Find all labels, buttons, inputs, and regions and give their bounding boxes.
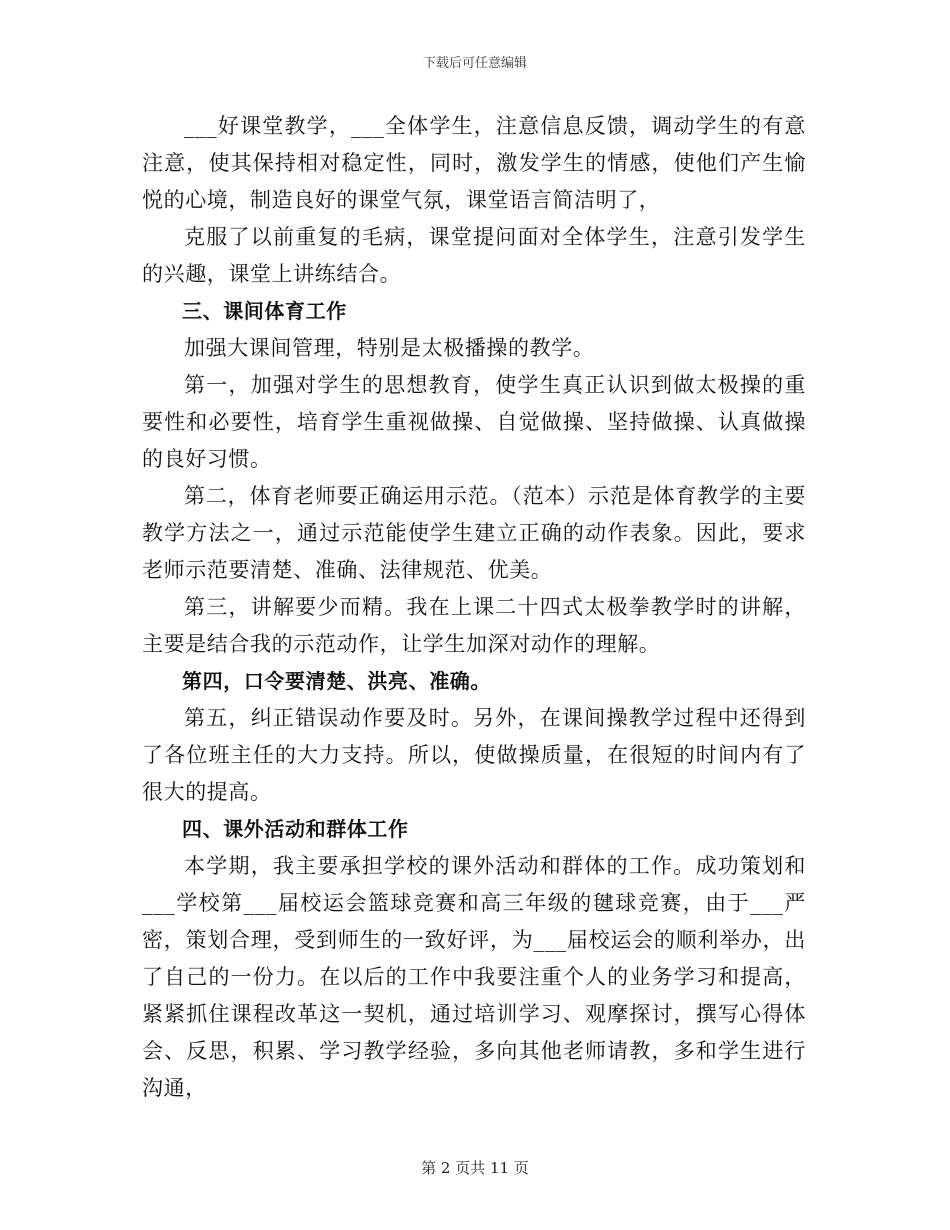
paragraph-point-four: 第四，口令要清楚、洪亮、准确。 xyxy=(182,669,491,693)
page-header: 下载后可任意编辑 xyxy=(422,56,527,71)
paragraph-extracurricular-work: 本学期，我主要承担学校的课外活动和群体的工作。成功策划和___学校第___届校运会篮球竞赛和高三年级的毽球竞赛，由于___严密，策划合理，受到师生的一致好评，为___届校运会的顺利举办，出了自己的一份力。在以后的工作中我要注重个人的业务学习和提高，紧紧抓住课程改革这一契机，通过培训学习、观摩探讨，撰写心得体会、反思，积累、学习教学经验，多向其他老师请教，多和学生进行沟通， xyxy=(142,854,806,1100)
paragraph-point-two: 第二，体育老师要正确运用示范。（范本）示范是体育教学的主要教学方法之一，通过示范能使学生建立正确的动作表象。因此，要求老师示范要清楚、准确、法律规范、优美。 xyxy=(142,484,806,582)
paragraph-recess-management: 加强大课间管理，特别是太极播操的教学。 xyxy=(184,336,595,360)
paragraph-point-three: 第三，讲解要少而精。我在上课二十四式太极拳教学时的讲解，主要是结合我的示范动作，让学生加深对动作的理解。 xyxy=(142,595,806,656)
paragraph-point-one: 第一，加强对学生的思想教育，使学生真正认识到做太极操的重要性和必要性，培育学生重视做操、自觉做操、坚持做操、认真做操的良好习惯。 xyxy=(142,373,806,471)
paragraph-overcome-habits: 克服了以前重复的毛病，课堂提问面对全体学生，注意引发学生的兴趣，课堂上讲练结合。 xyxy=(142,225,806,286)
paragraph-point-five: 第五，纠正错误动作要及时。另外，在课间操教学过程中还得到了各位班主任的大力支持。所以，使做操质量，在很短的时间内有了很大的提高。 xyxy=(142,706,806,804)
paragraph-classroom-teaching: ___好课堂教学，___全体学生，注意信息反馈，调动学生的有意注意，使其保持相对稳定性，同时，激发学生的情感，使他们产生愉悦的心境，制造良好的课堂气氛，课堂语言简洁明了， xyxy=(142,114,806,212)
page-footer: 第 2 页共 11 页 xyxy=(421,1159,529,1177)
section-heading-extracurricular: 四、课外活动和群体工作 xyxy=(182,817,409,841)
section-heading-recess-pe: 三、课间体育工作 xyxy=(182,299,347,323)
document-body xyxy=(142,108,806,1107)
